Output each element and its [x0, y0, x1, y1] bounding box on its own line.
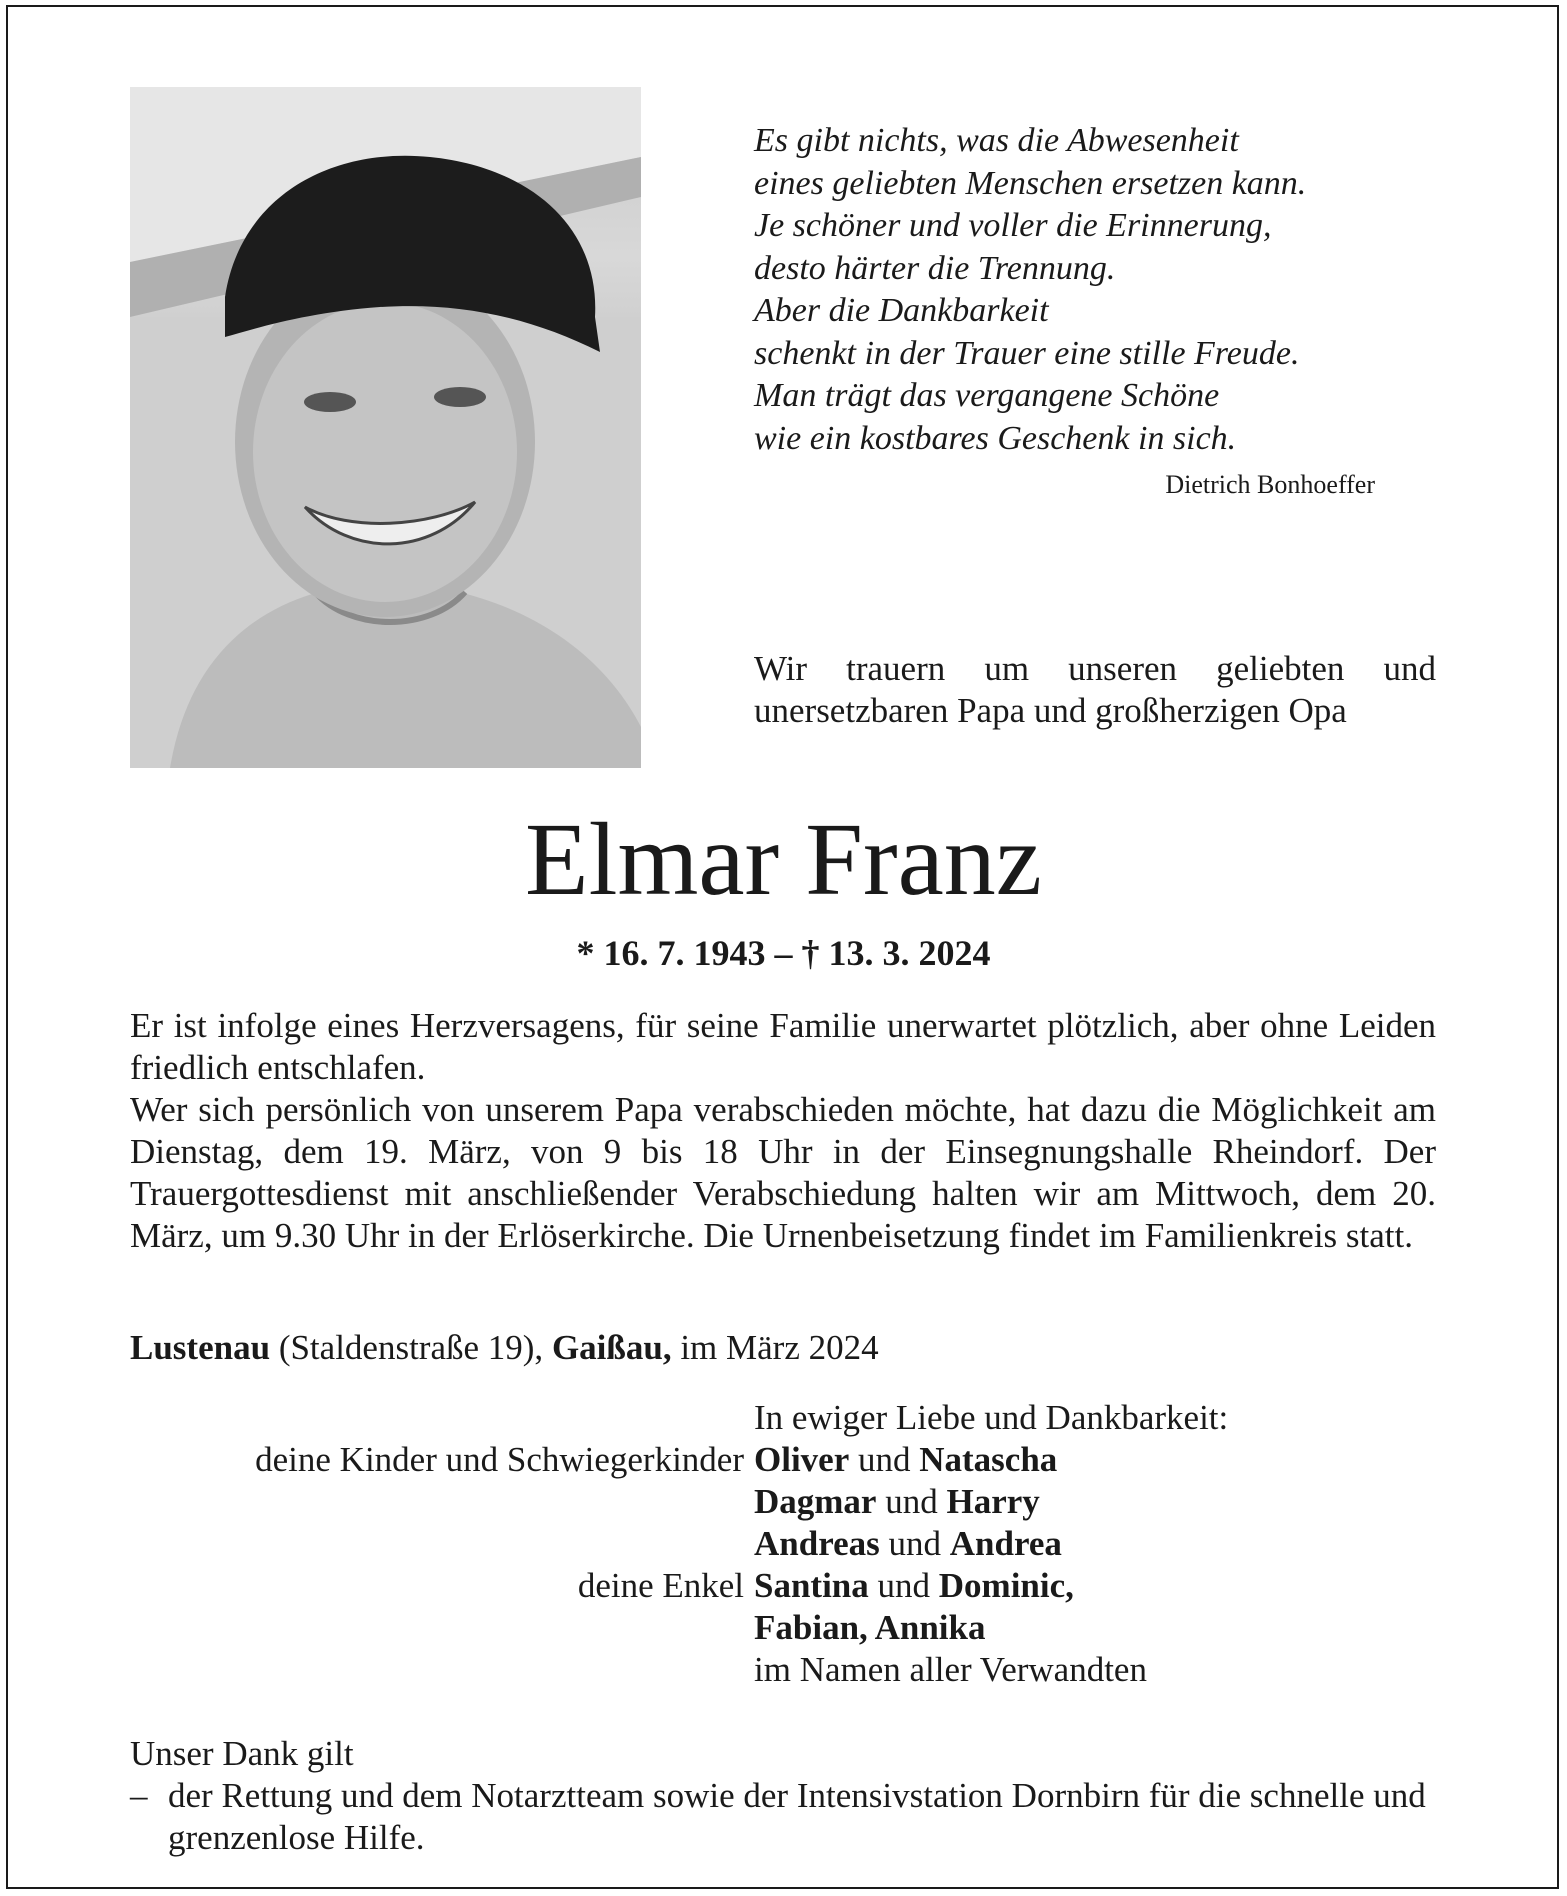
relatives-line: im Namen aller Verwandten [754, 1650, 1147, 1689]
place-and-date [130, 1327, 1436, 1369]
thanks-section [130, 1733, 1436, 1859]
relation-label: deine Enkel [577, 1566, 744, 1605]
quote-line: Je schöner und voller die Erinnerung, [754, 207, 1272, 244]
dash-bullet: – [130, 1776, 148, 1815]
closing-line: In ewiger Liebe und Dankbarkeit: [754, 1398, 1229, 1437]
mourner-pair [754, 1439, 1057, 1481]
mourners-row [0, 1607, 1567, 1649]
mourner-name: Oliver [754, 1440, 850, 1479]
quote-line: eines geliebten Menschen ersetzen kann. [754, 164, 1307, 202]
quote-line: Man trägt das vergangene Schöne [754, 377, 1220, 414]
body-paragraph: Wer sich persönlich von unserem Papa verabschieden möchte, hat dazu die Möglichkeit am Dienstag, dem 19. März, von 9 bis 18 Uhr in der Einsegnungshalle Rheindorf. Der Trauergottesdienst mit anschließender Verabschiedung halten wir am Mittwoch, dem 20. März, um 9.30 Uhr in der Erlöserkirche. Die Urnenbeisetzung findet im Familienkreis statt. [130, 1090, 1436, 1255]
quote-author: Dietrich Bonhoeffer [1165, 470, 1375, 499]
place-address: (Staldenstraße 19), [270, 1328, 552, 1367]
mourner-pair [754, 1565, 1074, 1607]
mourner-name: Natascha [919, 1440, 1058, 1479]
quote-line: Aber die Dankbarkeit [754, 292, 1049, 329]
deceased-name: Elmar Franz [525, 802, 1042, 917]
mourners-row [0, 1565, 1567, 1607]
mourners-row [0, 1439, 1567, 1481]
obituary-body [130, 1005, 1436, 1257]
connector: und [876, 1482, 947, 1521]
mourner-name: Harry [946, 1482, 1040, 1521]
mourners-list [0, 1397, 1567, 1691]
mourners-row [0, 1523, 1567, 1565]
mourner-name: Santina [754, 1566, 869, 1605]
mourner-pair [754, 1523, 1062, 1565]
place-date: im März 2024 [671, 1328, 879, 1367]
connector: und [879, 1524, 950, 1563]
body-paragraph: Er ist infolge eines Herzversagens, für seine Familie unerwartet plötzlich, aber ohne Leiden friedlich entschlafen. [130, 1006, 1436, 1087]
quote-line: schenkt in der Trauer eine stille Freude. [754, 334, 1300, 372]
mourner-pair [754, 1481, 1040, 1523]
connector: und [868, 1566, 939, 1605]
place-town: Gaißau, [551, 1328, 672, 1367]
mourner-name: Andreas [754, 1524, 880, 1563]
portrait-photo [130, 87, 641, 768]
mourners-row [0, 1397, 1567, 1439]
mourners-row [0, 1649, 1567, 1691]
thanks-item [130, 1775, 1436, 1859]
mourner-name: Dagmar [754, 1482, 877, 1521]
mourning-intro: Wir trauern um unseren geliebten und unersetzbaren Papa und großherzigen Opa [754, 649, 1436, 730]
bonhoeffer-quote [754, 120, 1454, 460]
relation-label: deine Kinder und Schwiegerkinder [255, 1440, 744, 1479]
quote-line: wie ein kostbares Geschenk in sich. [754, 419, 1237, 457]
place-town: Lustenau [130, 1328, 271, 1367]
mourners-row [0, 1481, 1567, 1523]
thanks-heading: Unser Dank gilt [130, 1734, 354, 1773]
quote-line: Es gibt nichts, was die Abwesenheit [754, 122, 1239, 159]
thanks-item-text: der Rettung und dem Notarztteam sowie der Intensivstation Dornbirn für die schnelle und grenzenlose Hilfe. [168, 1776, 1426, 1857]
life-dates: * 16. 7. 1943 – † 13. 3. 2024 [576, 933, 991, 973]
connector: und [849, 1440, 920, 1479]
quote-line: desto härter die Trennung. [754, 249, 1116, 287]
mourner-name: Andrea [949, 1524, 1062, 1563]
mourner-names: Fabian, Annika [754, 1608, 986, 1647]
mourner-name: Dominic, [938, 1566, 1074, 1605]
